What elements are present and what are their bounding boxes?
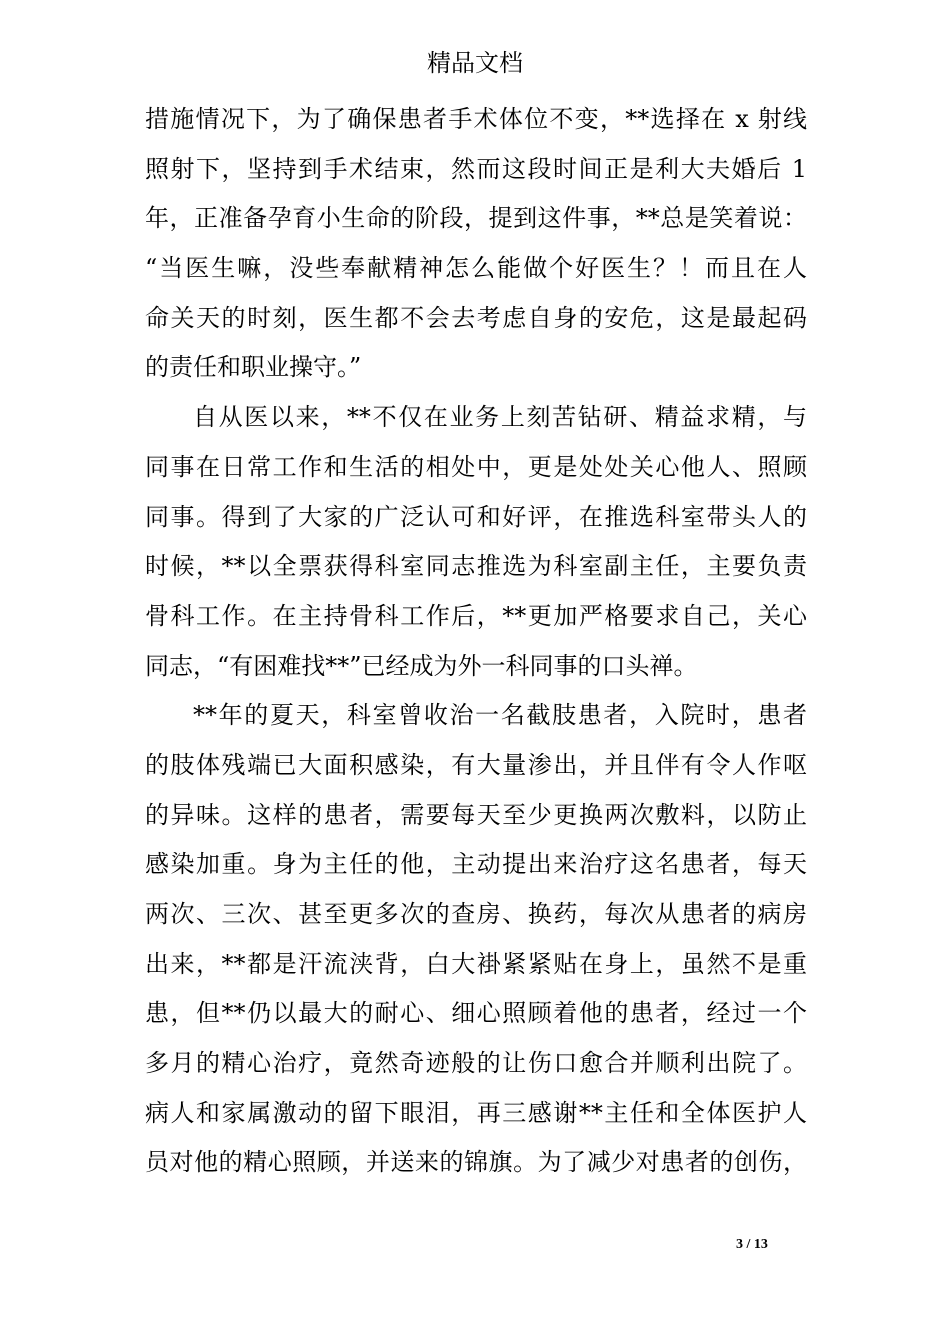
text-line: 骨科工作。在主持骨科工作后，**更加严格要求自己，关心 [145,601,807,630]
page-number: 3 / 13 [736,1237,768,1252]
text-line: “当医生嘛，没些奉献精神怎么能做个好医生？！而且在人 [145,254,807,283]
document-body [145,95,807,1188]
text-line: 照射下，坚持到手术结束，然而这段时间正是利大夫婚后 1 [145,154,807,183]
text-line: 措施情况下，为了确保患者手术体位不变，**选择在 x 射线 [145,105,807,133]
text-line: 同事。得到了大家的广泛认可和好评，在推选科室带头人的 [145,502,807,531]
text-line: 病人和家属激动的留下眼泪，再三感谢**主任和全体医护人 [145,1098,807,1127]
text-line: 年，正准备孕育小生命的阶段，提到这件事，**总是笑着说： [145,204,807,233]
text-line: 的肢体残端已大面积感染，有大量渗出，并且伴有令人作呕 [145,750,807,779]
text-line: 多月的精心治疗，竟然奇迹般的让伤口愈合并顺利出院了。 [145,1049,807,1078]
text-line: 时候，**以全票获得科室同志推选为科室副主任，主要负责 [145,552,807,581]
text-line: 员对他的精心照顾，并送来的锦旗。为了减少对患者的创伤， [145,1148,807,1177]
text-line-paragraph-start: 自从医以来，**不仅在业务上刻苦钻研、精益求精，与 [193,403,807,432]
text-line-paragraph-end: 同志，“有困难找**”已经成为外一科同事的口头禅。 [145,651,698,680]
document-title: 精品文档 [427,49,523,77]
text-line-paragraph-start: **年的夏天，科室曾收治一名截肢患者，入院时，患者 [193,701,807,730]
text-line: 出来，**都是汗流浃背，白大褂紧紧贴在身上，虽然不是重 [145,949,807,978]
page-header [0,46,950,80]
text-line: 的异味。这样的患者，需要每天至少更换两次敷料，以防止 [145,800,807,829]
text-line: 患，但**仍以最大的耐心、细心照顾着他的患者，经过一个 [145,999,807,1028]
text-line: 感染加重。身为主任的他，主动提出来治疗这名患者，每天 [145,850,807,879]
text-line: 同事在日常工作和生活的相处中，更是处处关心他人、照顾 [145,452,807,481]
text-line: 两次、三次、甚至更多次的查房、换药，每次从患者的病房 [145,900,807,928]
text-line-paragraph-end: 的责任和职业操守。” [145,353,362,382]
text-line: 命关天的时刻，医生都不会去考虑自身的安危，这是最起码 [145,303,807,332]
